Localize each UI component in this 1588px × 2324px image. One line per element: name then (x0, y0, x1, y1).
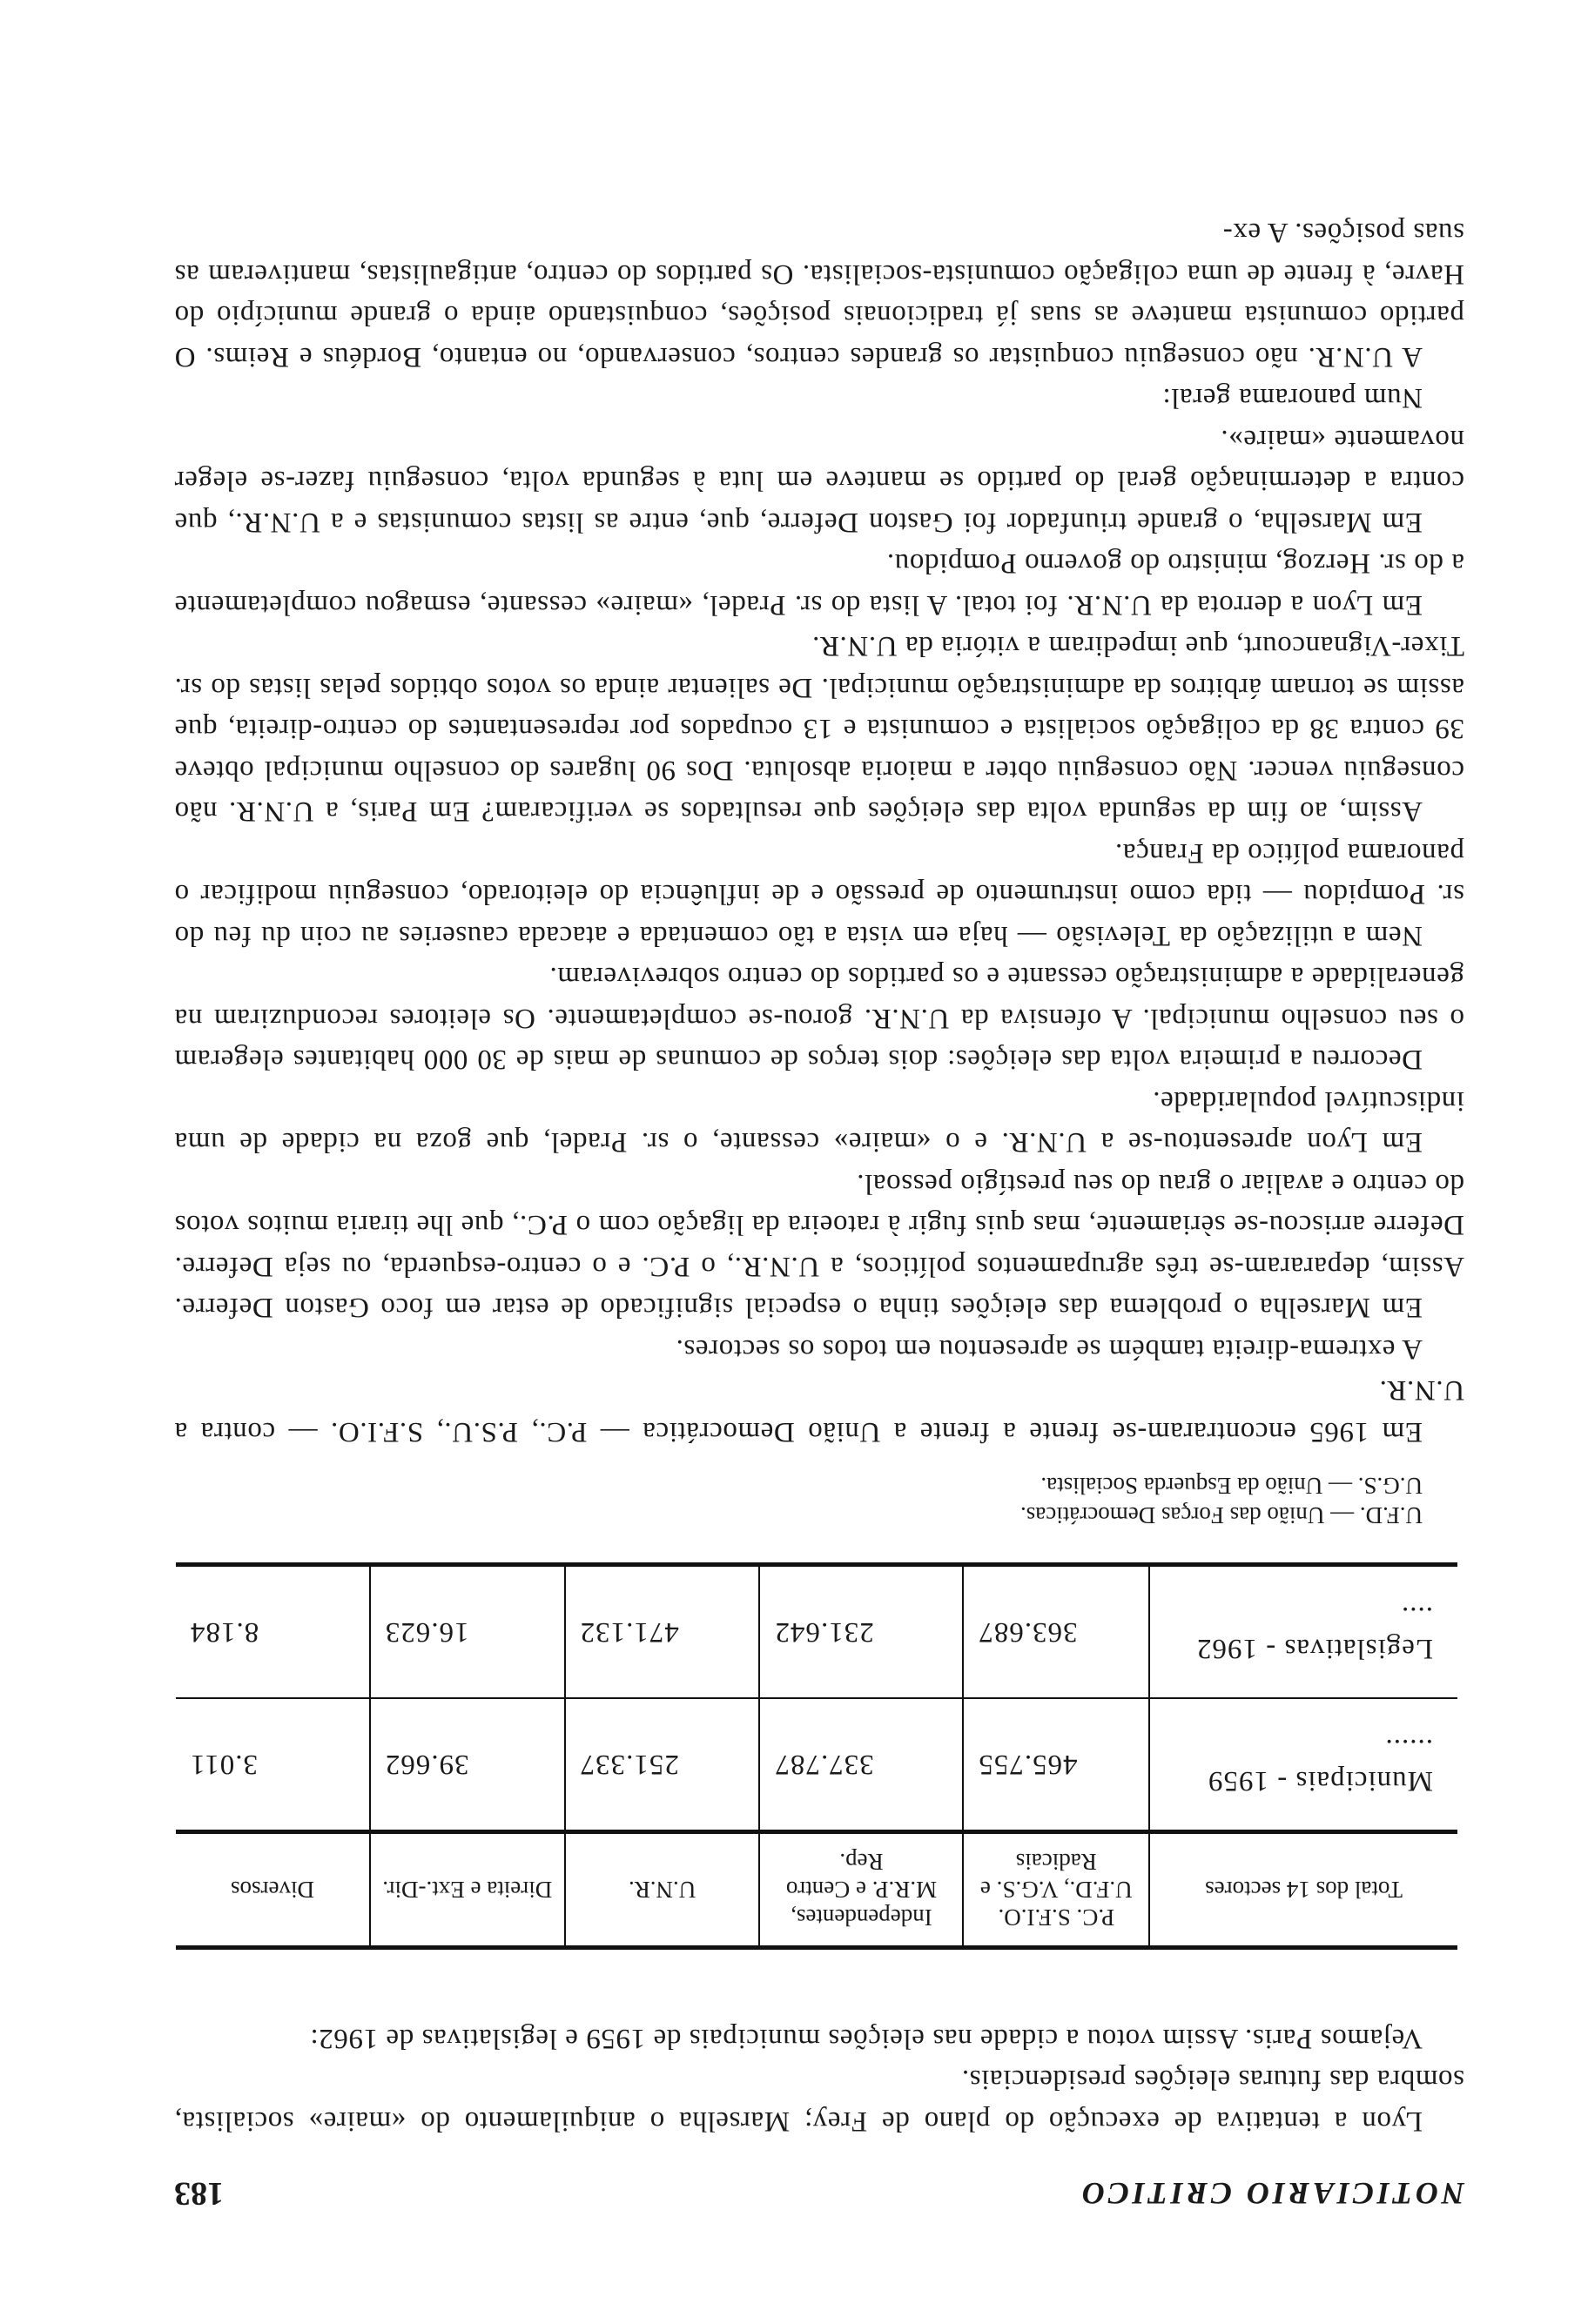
row-label: Municipais - 1959 ...... (1208, 1733, 1433, 1797)
column-header: Independentes, M.R.P. e Centro Rep. (759, 1832, 963, 1948)
paragraph: Vejamos Paris. Assim votou a cidade nas eleições municipais de 1959 e legislativas de 1962: (309, 2023, 1423, 2054)
table-note: U.F.D. — União das Forças Democráticas. (1020, 1502, 1423, 1528)
column-header: P.C. S.F.I.O. U.F.D., V.G.S. e Radicais (963, 1832, 1149, 1948)
table-cell: 465.755 (963, 1698, 1149, 1832)
paragraph: Assim, ao fim da segunda volta das eleições que resultados se verificaram? Em Paris, a U.N.R. não conseguiu vencer. Não conseguiu obter a maioria absoluta. Dos 90 lugares do conselho municipal obteve 39 contra 38 da coligação socialista e comunista e 13 ocupados por representantes do centro-direita, que assim se tornam árbitros da administração municipal. De salientar ainda os votos obtidos pelas listas do sr. Tixer-Vignancourt, que impediram a vitória da U.N.R. (174, 630, 1464, 828)
paragraph: A U.N.R. não conseguiu conquistar os grandes centros, conservando, no entanto, Bordéus e Reims. O partido comunista manteve as suas já tradicionais posições, conquistando ainda o grande município do Havre, à frente de uma coligação comunista-socialista. Os partidos do centro, antigaulistas, mantiveram as suas posições. A ex- (174, 217, 1464, 373)
paragraph: Em Marselha, o grande triunfador foi Gaston Deferre, que, entre as listas comunistas e a U.N.R., que contra a determinação geral do partido se manteve em luta à segunda volta, conseguiu fazer-se eleger novamente «maire». (174, 424, 1464, 538)
table-cell: 39.662 (370, 1698, 565, 1832)
table-cell: 363.687 (963, 1565, 1149, 1699)
paragraph: Nem a utilização da Televisão — haja em vista a tão comentada e atacada causeries au coin du feu do sr. Pompidou — tida como instrumento de pressão e de influência do eleitorado, conseguiu modificar o panorama político da França. (174, 837, 1464, 951)
page-number: 183 (174, 2175, 224, 2212)
table-cell: 231.642 (759, 1565, 963, 1699)
table-cell: 16.623 (370, 1565, 565, 1699)
paragraph: Lyon a tentativa de execução do plano de Frey; Marselha o aniquilamento do «maire» socialista, sombra das futuras eleições presidenciais. (174, 2064, 1464, 2137)
paragraph: Em 1965 encontraram-se frente a frente a União Democrática — P.C., P.S.U., S.F.I.O. — contra a U.N.R. (174, 1374, 1464, 1447)
column-header: Direita e Ext.-Dir. (370, 1832, 565, 1948)
table-cell: 3.011 (176, 1698, 370, 1832)
column-header: Total dos 14 sectores (1149, 1832, 1457, 1948)
paragraph: Decorreu a primeira volta das eleições: dois terços de comunas de mais de 30 000 habitantes elegeram o seu conselho municipal. A ofensiva da U.N.R. gorou-se completamente. Os eleitores reconduziram na generalidade a administração cessante e os partidos do centro sobreviveram. (174, 961, 1464, 1076)
table-row (176, 1565, 1457, 1699)
table-header-row (176, 1832, 1457, 1948)
table-notes (1020, 1471, 1423, 1530)
table-cell: 8.184 (176, 1565, 370, 1699)
table-row (176, 1698, 1457, 1832)
paragraph: Num panorama geral: (1161, 382, 1423, 414)
table-cell: 471.132 (565, 1565, 760, 1699)
table-cell: 337.787 (759, 1698, 963, 1832)
column-header: Diversos (176, 1832, 370, 1948)
table-note: U.G.S. — União da Esquerda Socialista. (1040, 1473, 1423, 1499)
paragraph: Em Lyon apresentou-se a U.N.R. e o «maire» cessante, o sr. Pradel, que goza na cidade de uma indiscutível popularidade. (174, 1085, 1464, 1159)
paragraph: Em Marselha o problema das eleições tinha o especial significado de estar em foco Gaston Deferre. Assim, depararam-se três agrupamentos políticos, a U.N.R., o P.C. e o centro-esquerda, ou seja Deferre. Deferre arriscou-se sèriamente, mas quis fugir à ratoeira da ligação com o P.C., que lhe tiraria muitos votos do centro e avaliar o grau do seu prestígio pessoal. (174, 1168, 1464, 1324)
paragraph: A extrema-direita também se apresentou em todos os sectores. (676, 1333, 1423, 1365)
paragraph: Em Lyon a derrota da U.N.R. foi total. A lista do sr. Pradel, «maire» cessante, esmagou completamente a do sr. Herzog, ministro do governo Pompidou. (174, 547, 1464, 621)
body-text (174, 212, 1464, 1452)
row-label: Legislativas - 1962 .... (1149, 1565, 1457, 1699)
table-cell: 251.337 (565, 1698, 760, 1832)
page-header (174, 2174, 1464, 2213)
election-results-table (176, 1562, 1457, 1950)
column-header: U.N.R. (565, 1832, 760, 1948)
running-title: NOTICIARIO CRITICO (1078, 2176, 1464, 2211)
intro-text (174, 2018, 1464, 2142)
